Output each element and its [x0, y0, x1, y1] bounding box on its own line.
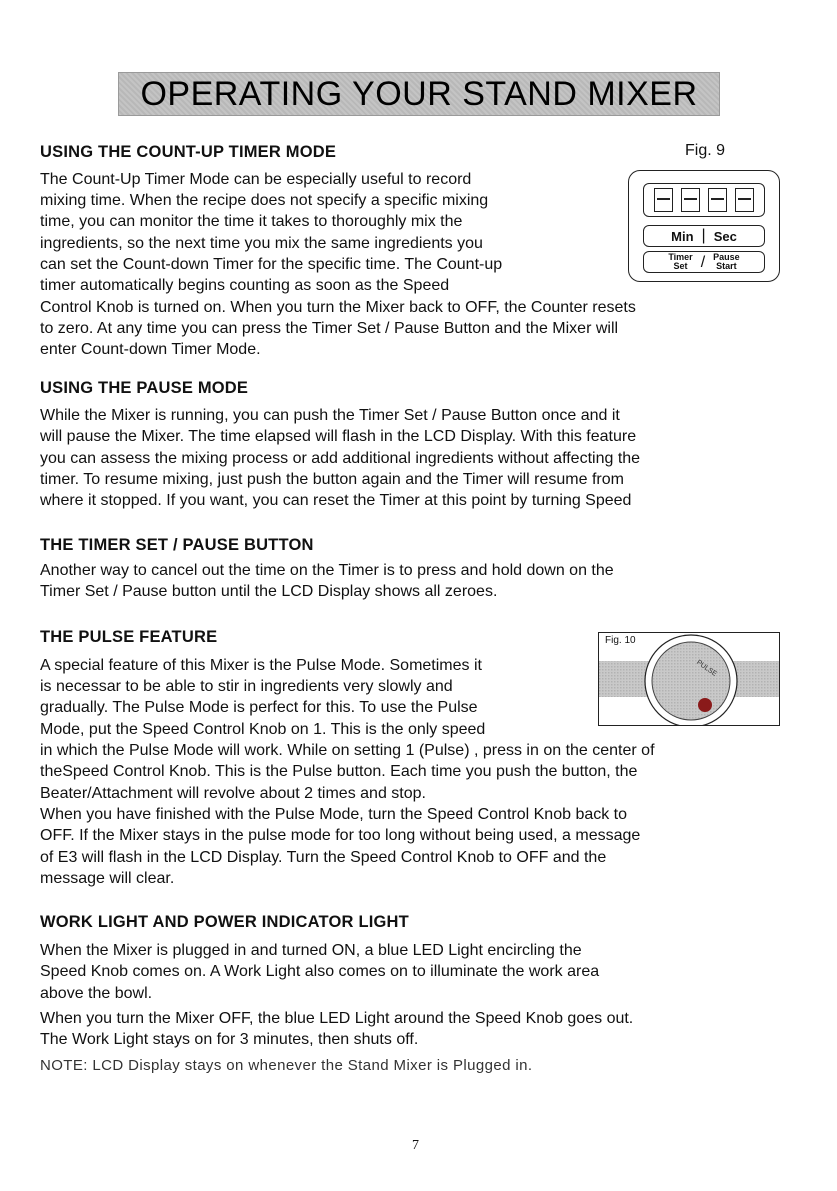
lcd-digit [654, 188, 673, 212]
lcd-display [643, 183, 765, 217]
heading-pulse: THE PULSE FEATURE [40, 628, 218, 646]
fig10-label: Fig. 10 [605, 635, 636, 646]
note-text: NOTE: LCD Display stays on whenever the Stand Mixer is Plugged in. [40, 1057, 533, 1074]
text-line: Speed Knob comes on. A Work Light also comes on to illuminate the work area [40, 963, 600, 980]
min-sec-button [643, 225, 765, 247]
text-line: in which the Pulse Mode will work. While on setting 1 (Pulse) , press in on the center of [40, 742, 655, 759]
text-line: When the Mixer is plugged in and turned ON, a blue LED Light encircling the [40, 942, 582, 959]
text-line: is necessar to be able to stir in ingredients very slowly and [40, 678, 453, 695]
text-line: of E3 will flash in the LCD Display. Turn the Speed Control Knob to OFF and the [40, 849, 607, 866]
text-line: to zero. At any time you can press the Timer Set / Pause Button and the Mixer will [40, 320, 619, 337]
timer-pause-button [643, 251, 765, 273]
text-line: message will clear. [40, 870, 175, 887]
text-line: Another way to cancel out the time on the Timer is to press and hold down on the [40, 562, 614, 579]
text-line: time, you can monitor the time it takes to thoroughly mix the [40, 213, 463, 230]
fig10-speed-knob [598, 632, 780, 726]
knob-pulse-text: PULSE [695, 659, 718, 678]
text-line: While the Mixer is running, you can push the Timer Set / Pause Button once and it [40, 407, 620, 424]
start-label: Start [716, 261, 737, 271]
pause-start-label [713, 253, 740, 271]
text-line: above the bowl. [40, 985, 153, 1002]
page-title: OPERATING YOUR STAND MIXER [140, 75, 698, 113]
speed-knob-illustration [599, 633, 780, 726]
heading-count-up: USING THE COUNT-UP TIMER MODE [40, 143, 337, 161]
separator-icon: | [701, 227, 706, 244]
text-line: The Count-Up Timer Mode can be especially useful to record [40, 171, 472, 188]
text-line: will pause the Mixer. The time elapsed will flash in the LCD Display. With this feature [40, 428, 637, 445]
timer-set-label [668, 253, 692, 271]
knob-face [652, 642, 730, 720]
fig9-control-panel [628, 170, 780, 282]
pause-label: Pause [713, 252, 740, 262]
heading-work-light: WORK LIGHT AND POWER INDICATOR LIGHT [40, 913, 409, 931]
heading-pause: USING THE PAUSE MODE [40, 379, 249, 397]
text-line: When you have finished with the Pulse Mode, turn the Speed Control Knob back to [40, 806, 628, 823]
text-line: When you turn the Mixer OFF, the blue LED Light around the Speed Knob goes out. [40, 1010, 634, 1027]
text-line: you can assess the mixing process or add additional ingredients without affecting the [40, 450, 641, 467]
pulse-button-icon [698, 698, 712, 712]
text-line: can set the Count-down Timer for the specific time. The Count-up [40, 256, 503, 273]
text-line: timer. To resume mixing, just push the button again and the Timer will resume from [40, 471, 624, 488]
text-line: ingredients, so the next time you mix the same ingredients you [40, 235, 483, 252]
page-banner [118, 72, 720, 116]
lcd-digit [708, 188, 727, 212]
text-line: enter Count-down Timer Mode. [40, 341, 261, 358]
heading-timer-set: THE TIMER SET / PAUSE BUTTON [40, 536, 314, 554]
slash-icon: / [700, 253, 706, 271]
lcd-digit [681, 188, 700, 212]
text-line: A special feature of this Mixer is the Pulse Mode. Sometimes it [40, 657, 482, 674]
sec-label: Sec [713, 228, 737, 244]
text-line: gradually. The Pulse Mode is perfect for this. To use the Pulse [40, 699, 478, 716]
text-line: theSpeed Control Knob. This is the Pulse button. Each time you push the button, the [40, 763, 638, 780]
page-number: 7 [412, 1138, 419, 1153]
text-line: Timer Set / Pause button until the LCD Display shows all zeroes. [40, 583, 498, 600]
text-line: Beater/Attachment will revolve about 2 times and stop. [40, 785, 426, 802]
set-label: Set [673, 261, 688, 271]
text-line: where it stopped. If you want, you can reset the Timer at this point by turning Speed [40, 492, 632, 509]
text-line: mixing time. When the recipe does not specify a specific mixing [40, 192, 489, 209]
text-line: OFF. If the Mixer stays in the pulse mode for too long without being used, a message [40, 827, 641, 844]
lcd-digit [735, 188, 754, 212]
timer-label: Timer [668, 252, 693, 262]
min-label: Min [671, 228, 694, 244]
text-line: Mode, put the Speed Control Knob on 1. This is the only speed [40, 721, 486, 738]
fig9-label: Fig. 9 [685, 142, 726, 159]
text-line: timer automatically begins counting as soon as the Speed [40, 277, 450, 294]
text-line: The Work Light stays on for 3 minutes, then shuts off. [40, 1031, 419, 1048]
text-line: Control Knob is turned on. When you turn the Mixer back to OFF, the Counter resets [40, 299, 636, 316]
